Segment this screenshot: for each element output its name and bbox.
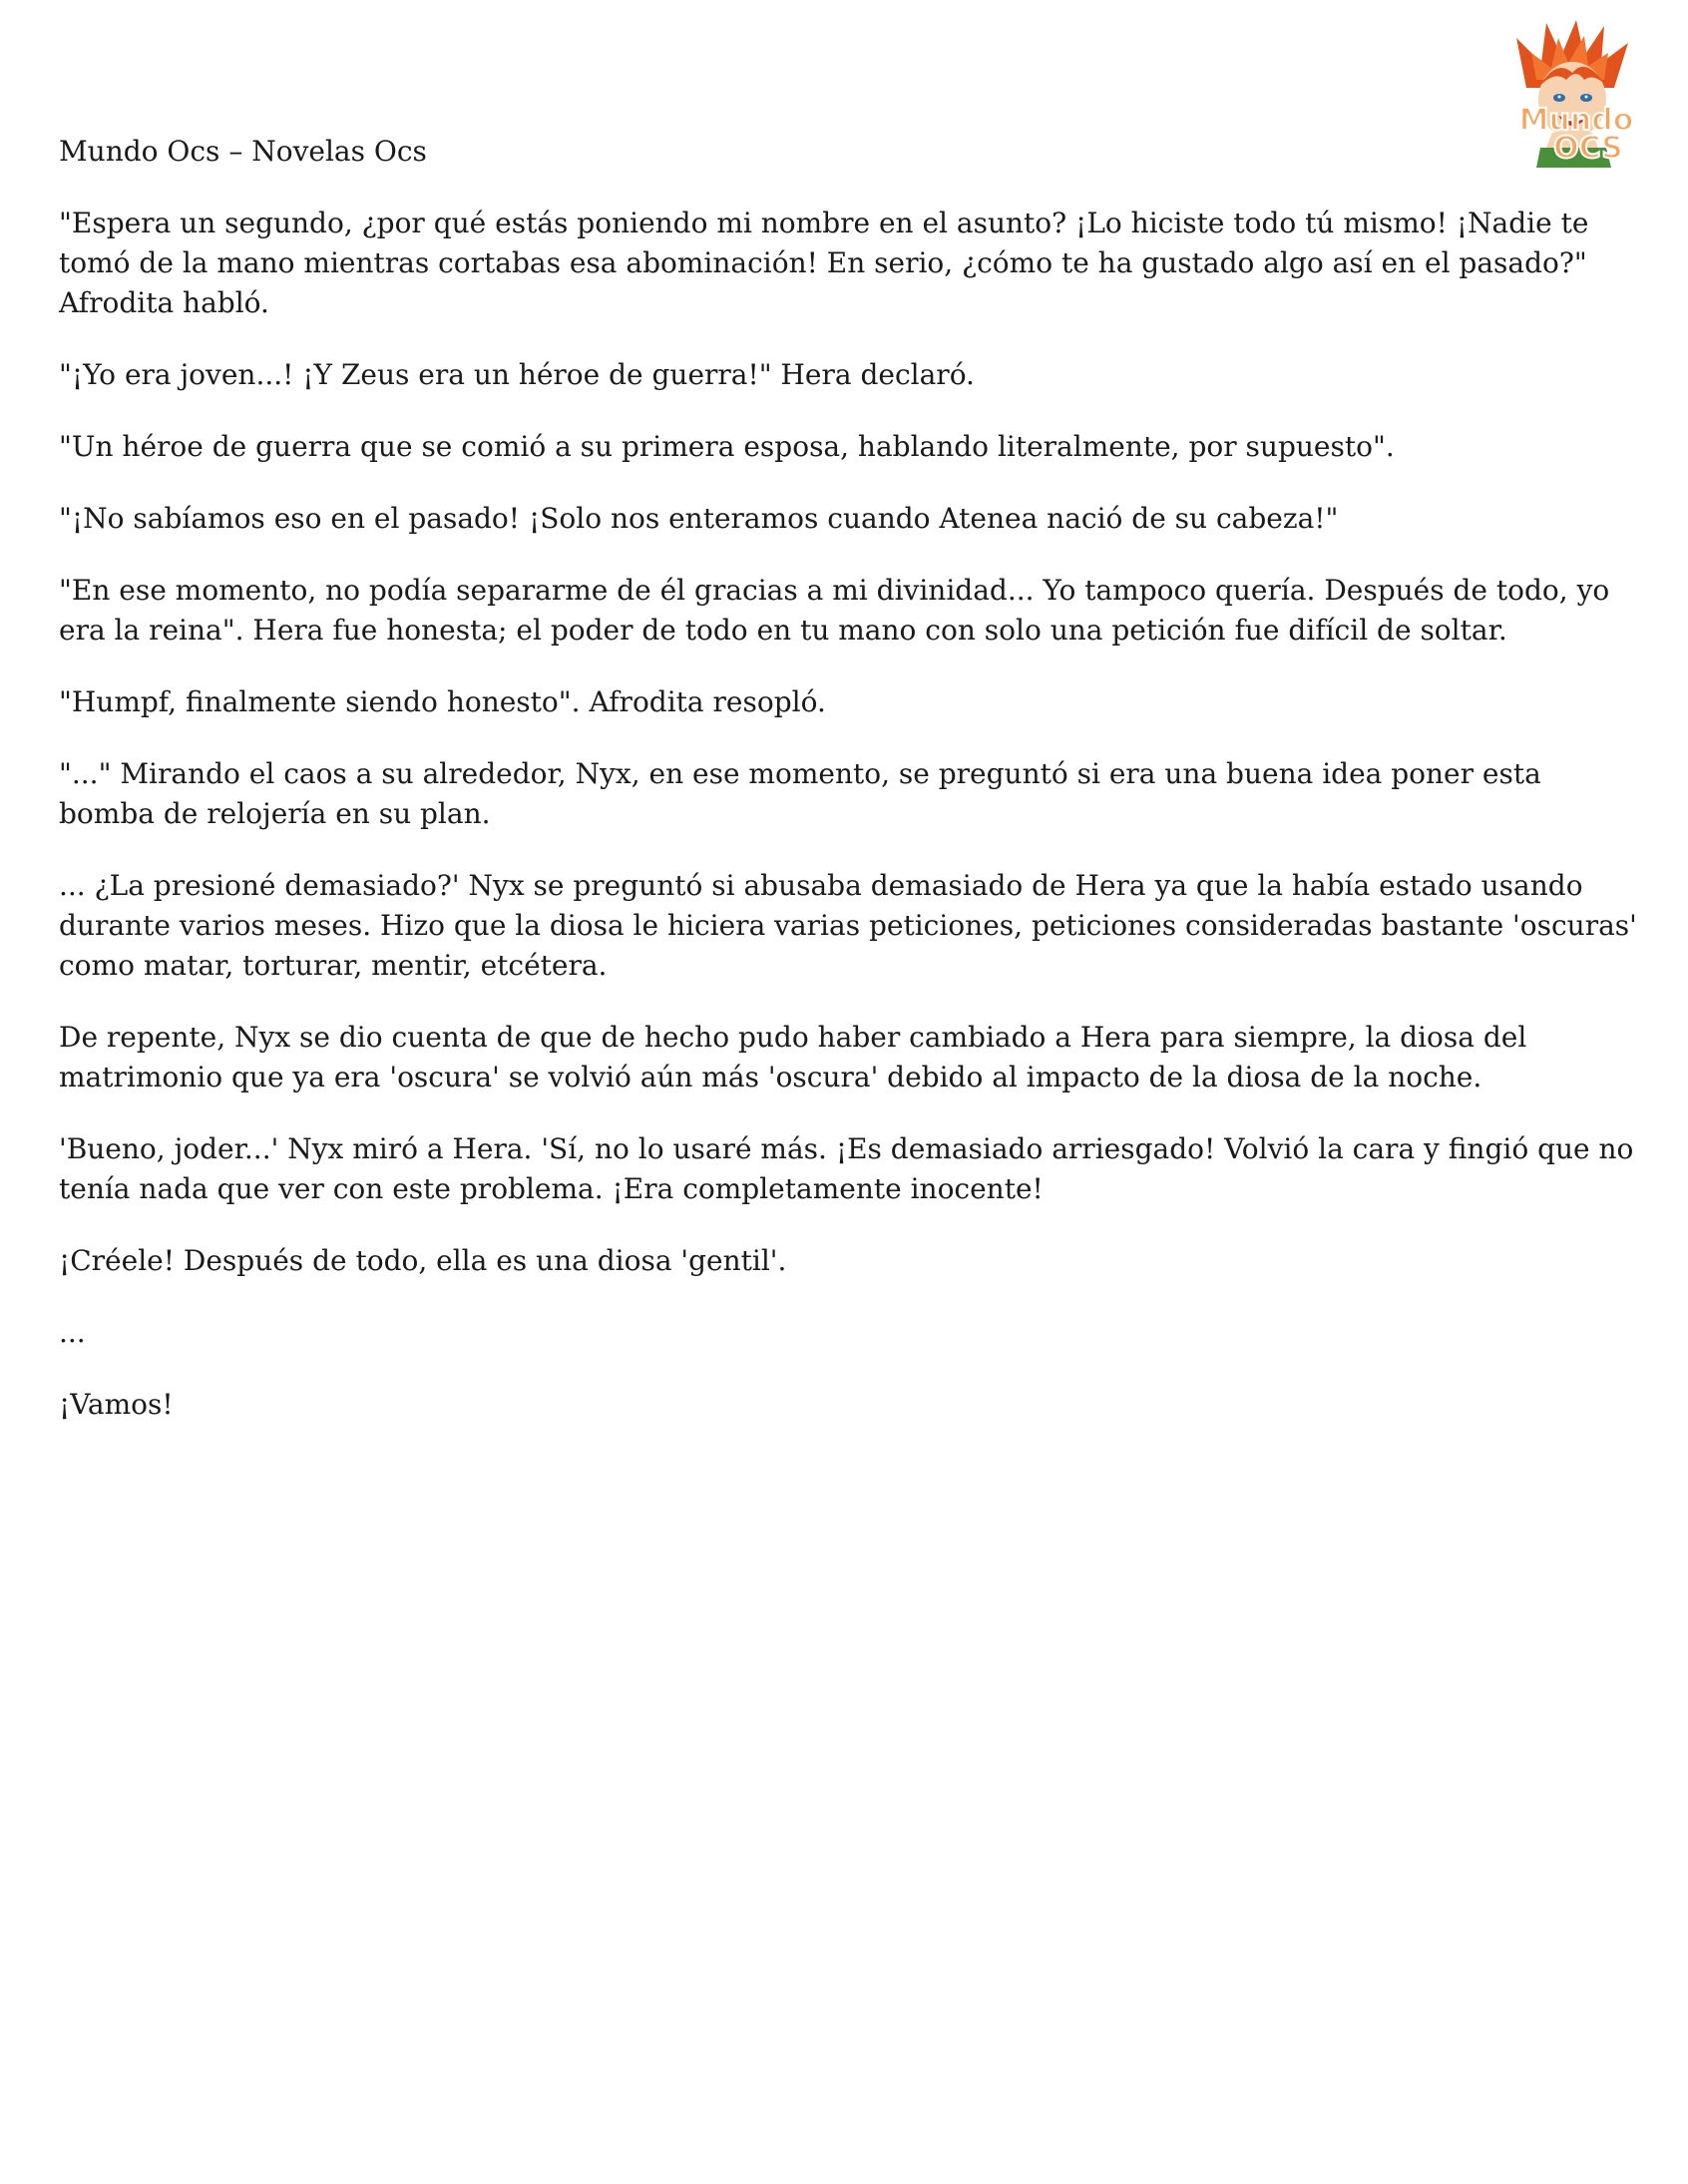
paragraph: ... bbox=[59, 1316, 86, 1349]
paragraph: "Un héroe de guerra que se comió a su primera esposa, hablando literalmente, por supuesto". bbox=[59, 430, 1395, 463]
document-body bbox=[59, 204, 1645, 1457]
paragraph: "En ese momento, no podía separarme de él gracias a mi divinidad... Yo tampoco quería. Después de todo, yo era la reina". Hera fue honesta; el poder de todo en tu mano con solo una petición fue difícil de soltar. bbox=[59, 574, 1610, 647]
logo-text-ocs: OCS bbox=[1553, 131, 1623, 166]
logo-text-mundo: Mundo bbox=[1518, 103, 1634, 138]
paragraph: "¡Yo era joven...! ¡Y Zeus era un héroe de guerra!" Hera declaró. bbox=[59, 358, 975, 391]
paragraph: 'Bueno, joder...' Nyx miró a Hera. 'Sí, no lo usaré más. ¡Es demasiado arriesgado! Volvió la cara y fingió que no tenía nada que ver con este problema. ¡Era completamente inocente! bbox=[59, 1132, 1634, 1205]
paragraph: ¡Créele! Después de todo, ella es una diosa 'gentil'. bbox=[59, 1244, 787, 1277]
page-header-title: Mundo Ocs – Novelas Ocs bbox=[59, 135, 427, 168]
paragraph: "¡No sabíamos eso en el pasado! ¡Solo nos enteramos cuando Atenea nació de su cabeza!" bbox=[59, 502, 1339, 535]
paragraph: ... ¿La presioné demasiado?' Nyx se preguntó si abusaba demasiado de Hera ya que la había estado usando durante varios meses. Hizo que la diosa le hiciera varias peticiones, peticiones consideradas bastante 'oscuras' como matar, torturar, mentir, etcétera. bbox=[59, 869, 1637, 982]
paragraph: "..." Mirando el caos a su alrededor, Nyx, en ese momento, se preguntó si era una buena idea poner esta bomba de relojería en su plan. bbox=[59, 757, 1541, 830]
paragraph: De repente, Nyx se dio cuenta de que de hecho pudo haber cambiado a Hera para siempre, la diosa del matrimonio que ya era 'oscura' se volvió aún más 'oscura' debido al impacto de la diosa de la noche. bbox=[59, 1021, 1527, 1093]
mundo-ocs-logo bbox=[1496, 18, 1656, 173]
paragraph: "Espera un segundo, ¿por qué estás poniendo mi nombre en el asunto? ¡Lo hiciste todo tú mismo! ¡Nadie te tomó de la mano mientras cortabas esa abominación! En serio, ¿cómo te ha gustado algo así en el pasado?" Afrodita habló. bbox=[59, 207, 1589, 319]
paragraph: "Humpf, finalmente siendo honesto". Afrodita resopló. bbox=[59, 685, 826, 718]
paragraph: ¡Vamos! bbox=[59, 1388, 174, 1421]
